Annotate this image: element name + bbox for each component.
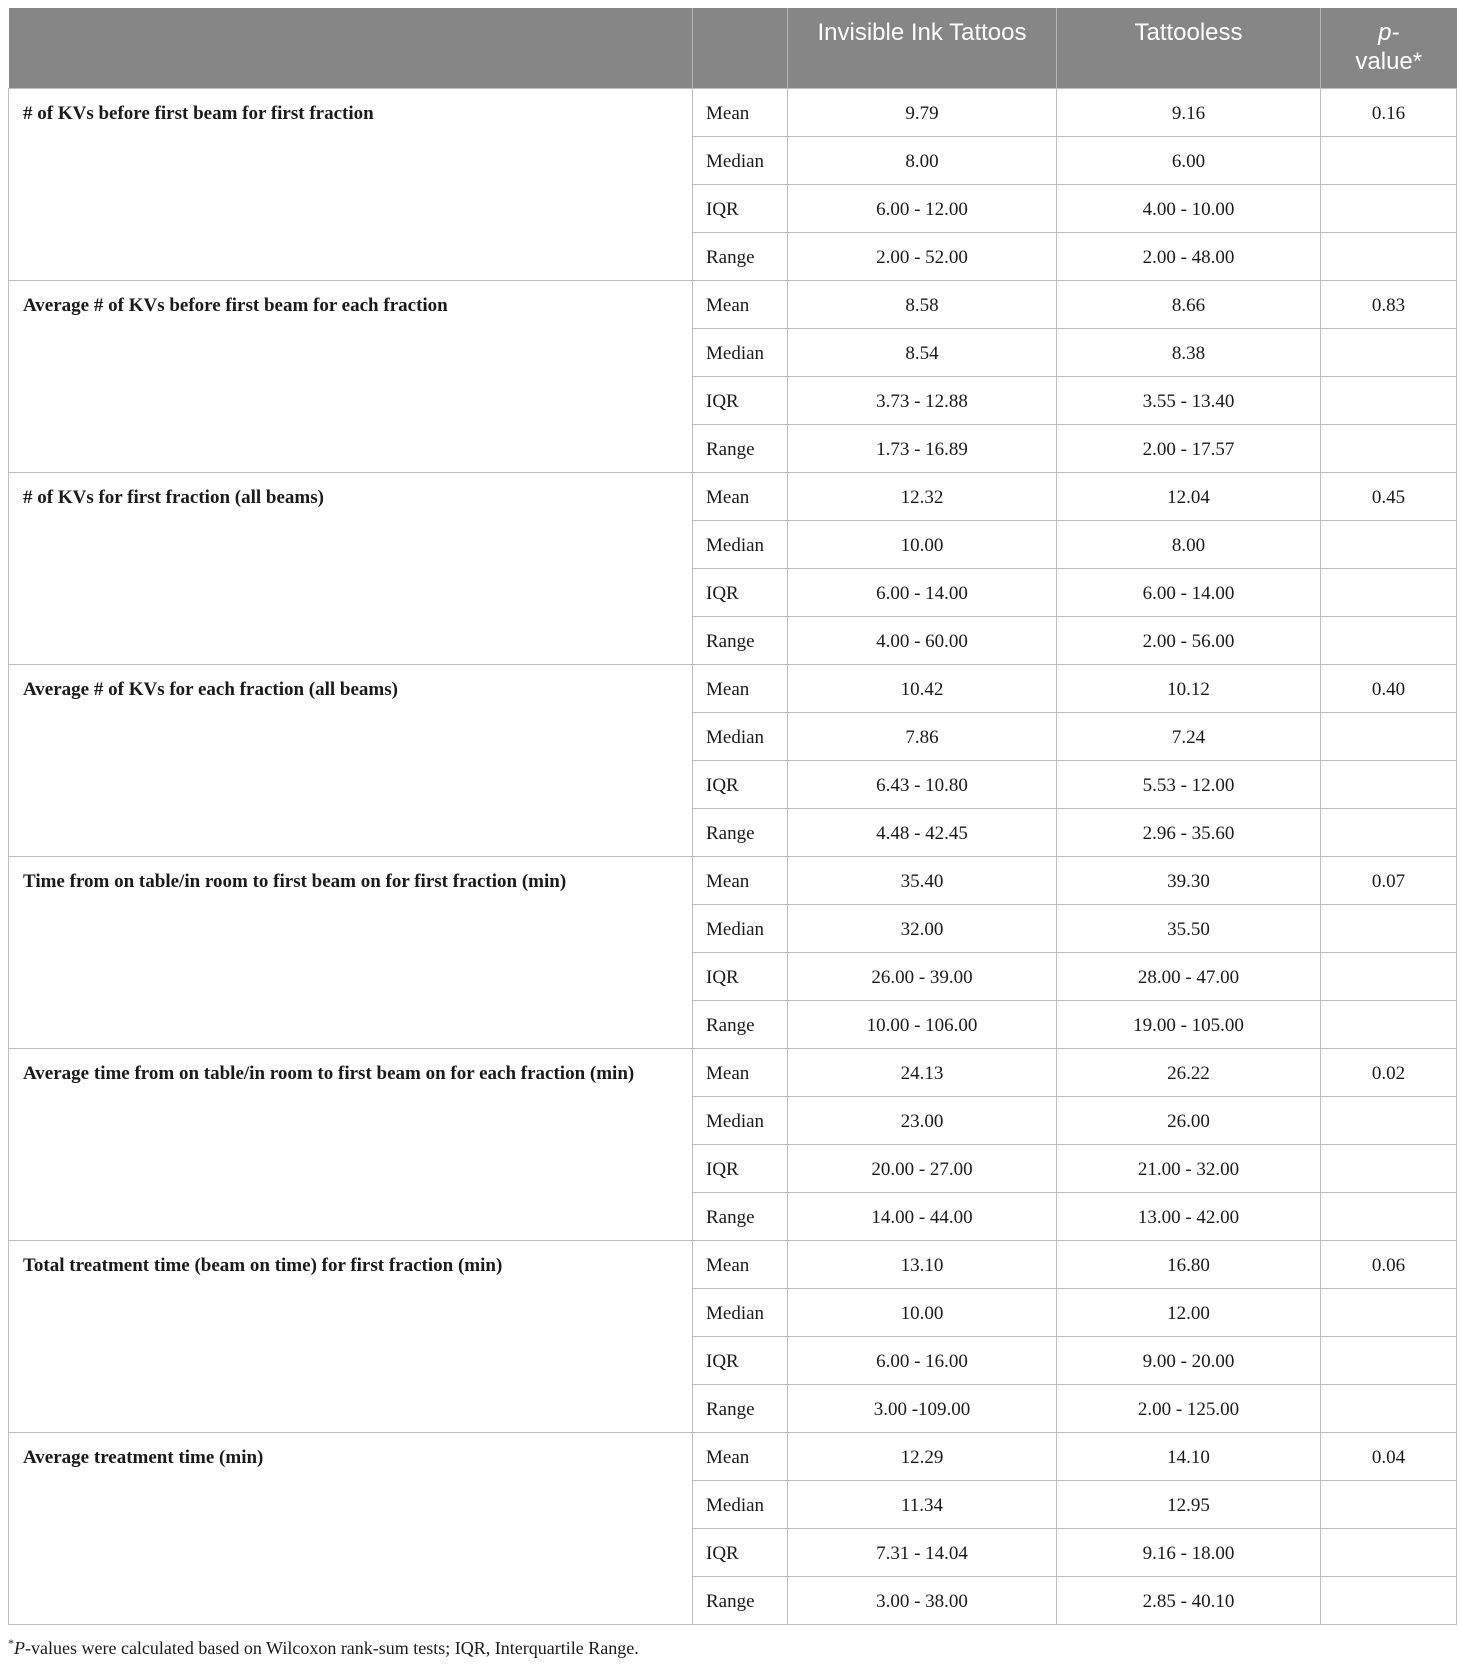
table-row <box>9 1432 1457 1480</box>
p-value <box>1321 712 1457 760</box>
tattooless-value: 2.00 - 48.00 <box>1057 232 1321 280</box>
header-invisible-ink: Invisible Ink Tattoos <box>788 8 1057 88</box>
invisible-ink-value: 14.00 - 44.00 <box>788 1192 1057 1240</box>
tattooless-value: 13.00 - 42.00 <box>1057 1192 1321 1240</box>
tattooless-value: 35.50 <box>1057 904 1321 952</box>
p-value: 0.40 <box>1321 664 1457 712</box>
header-p-suffix: value* <box>1355 48 1423 75</box>
invisible-ink-value: 12.29 <box>788 1432 1057 1480</box>
measure-label: Average time from on table/in room to first beam on for each fraction (min) <box>9 1048 693 1240</box>
tattooless-value: 26.22 <box>1057 1048 1321 1096</box>
invisible-ink-value: 6.43 - 10.80 <box>788 760 1057 808</box>
p-value <box>1321 904 1457 952</box>
invisible-ink-value: 13.10 <box>788 1240 1057 1288</box>
tattooless-value: 8.66 <box>1057 280 1321 328</box>
stat-label: IQR <box>693 568 788 616</box>
measure-label: Average treatment time (min) <box>9 1432 693 1624</box>
invisible-ink-value: 4.00 - 60.00 <box>788 616 1057 664</box>
p-value <box>1321 136 1457 184</box>
stat-label: Range <box>693 232 788 280</box>
table-row <box>9 280 1457 328</box>
stat-label: Median <box>693 136 788 184</box>
stat-label: Mean <box>693 1240 788 1288</box>
stat-label: Range <box>693 1192 788 1240</box>
tattooless-value: 2.00 - 125.00 <box>1057 1384 1321 1432</box>
table-row <box>9 664 1457 712</box>
p-value <box>1321 232 1457 280</box>
header-tattooless: Tattooless <box>1057 8 1321 88</box>
p-value <box>1321 1384 1457 1432</box>
header-row <box>9 8 1457 88</box>
invisible-ink-value: 10.42 <box>788 664 1057 712</box>
table-row <box>9 88 1457 136</box>
p-value <box>1321 760 1457 808</box>
tattooless-value: 7.24 <box>1057 712 1321 760</box>
table-footnote <box>8 1636 639 1659</box>
invisible-ink-value: 6.00 - 14.00 <box>788 568 1057 616</box>
stat-label: Median <box>693 520 788 568</box>
tattooless-value: 16.80 <box>1057 1240 1321 1288</box>
p-value: 0.16 <box>1321 88 1457 136</box>
invisible-ink-value: 9.79 <box>788 88 1057 136</box>
p-value <box>1321 184 1457 232</box>
tattooless-value: 5.53 - 12.00 <box>1057 760 1321 808</box>
stat-label: Median <box>693 1096 788 1144</box>
invisible-ink-value: 4.48 - 42.45 <box>788 808 1057 856</box>
tattooless-value: 2.00 - 17.57 <box>1057 424 1321 472</box>
invisible-ink-value: 6.00 - 12.00 <box>788 184 1057 232</box>
invisible-ink-value: 26.00 - 39.00 <box>788 952 1057 1000</box>
invisible-ink-value: 7.31 - 14.04 <box>788 1528 1057 1576</box>
stat-label: Range <box>693 1384 788 1432</box>
p-value <box>1321 1144 1457 1192</box>
p-value <box>1321 1000 1457 1048</box>
invisible-ink-value: 3.00 - 38.00 <box>788 1576 1057 1624</box>
stat-label: Range <box>693 1576 788 1624</box>
p-value: 0.83 <box>1321 280 1457 328</box>
stat-label: IQR <box>693 952 788 1000</box>
invisible-ink-value: 32.00 <box>788 904 1057 952</box>
p-value <box>1321 1576 1457 1624</box>
tattooless-value: 3.55 - 13.40 <box>1057 376 1321 424</box>
tattooless-value: 9.16 - 18.00 <box>1057 1528 1321 1576</box>
invisible-ink-value: 2.00 - 52.00 <box>788 232 1057 280</box>
tattooless-value: 2.00 - 56.00 <box>1057 616 1321 664</box>
invisible-ink-value: 24.13 <box>788 1048 1057 1096</box>
table-row <box>9 1048 1457 1096</box>
stat-label: Mean <box>693 664 788 712</box>
stat-label: IQR <box>693 184 788 232</box>
invisible-ink-value: 6.00 - 16.00 <box>788 1336 1057 1384</box>
stat-label: Median <box>693 1480 788 1528</box>
results-table <box>8 8 1457 1625</box>
p-value <box>1321 568 1457 616</box>
stat-label: Mean <box>693 856 788 904</box>
header-stat <box>693 8 788 88</box>
invisible-ink-value: 3.00 -109.00 <box>788 1384 1057 1432</box>
p-value <box>1321 616 1457 664</box>
p-value <box>1321 1528 1457 1576</box>
stat-label: IQR <box>693 1144 788 1192</box>
stat-label: Mean <box>693 472 788 520</box>
invisible-ink-value: 11.34 <box>788 1480 1057 1528</box>
p-value: 0.45 <box>1321 472 1457 520</box>
tattooless-value: 8.38 <box>1057 328 1321 376</box>
invisible-ink-value: 1.73 - 16.89 <box>788 424 1057 472</box>
stat-label: Mean <box>693 88 788 136</box>
header-measure <box>9 8 693 88</box>
p-value <box>1321 1336 1457 1384</box>
tattooless-value: 28.00 - 47.00 <box>1057 952 1321 1000</box>
tattooless-value: 8.00 <box>1057 520 1321 568</box>
invisible-ink-value: 8.00 <box>788 136 1057 184</box>
stat-label: IQR <box>693 376 788 424</box>
p-value <box>1321 328 1457 376</box>
invisible-ink-value: 12.32 <box>788 472 1057 520</box>
tattooless-value: 21.00 - 32.00 <box>1057 1144 1321 1192</box>
stat-label: Mean <box>693 280 788 328</box>
p-value <box>1321 376 1457 424</box>
stat-label: IQR <box>693 760 788 808</box>
tattooless-value: 6.00 <box>1057 136 1321 184</box>
stat-label: IQR <box>693 1336 788 1384</box>
invisible-ink-value: 10.00 <box>788 1288 1057 1336</box>
invisible-ink-value: 3.73 - 12.88 <box>788 376 1057 424</box>
invisible-ink-value: 35.40 <box>788 856 1057 904</box>
p-value <box>1321 1480 1457 1528</box>
measure-label: Average # of KVs for each fraction (all beams) <box>9 664 693 856</box>
measure-label: Time from on table/in room to first beam on for first fraction (min) <box>9 856 693 1048</box>
tattooless-value: 6.00 - 14.00 <box>1057 568 1321 616</box>
tattooless-value: 14.10 <box>1057 1432 1321 1480</box>
tattooless-value: 2.96 - 35.60 <box>1057 808 1321 856</box>
footnote-italic: P <box>14 1638 25 1658</box>
tattooless-value: 10.12 <box>1057 664 1321 712</box>
p-value <box>1321 1192 1457 1240</box>
table-header <box>9 8 1457 88</box>
stat-label: IQR <box>693 1528 788 1576</box>
measure-label: Average # of KVs before first beam for each fraction <box>9 280 693 472</box>
invisible-ink-value: 20.00 - 27.00 <box>788 1144 1057 1192</box>
footnote-mark: * <box>8 1636 14 1650</box>
p-value <box>1321 1096 1457 1144</box>
invisible-ink-value: 8.54 <box>788 328 1057 376</box>
header-p-value <box>1321 8 1457 88</box>
table-row <box>9 1240 1457 1288</box>
footnote-text: -values were calculated based on Wilcoxon rank-sum tests; IQR, Interquartile Range. <box>25 1638 639 1658</box>
tattooless-value: 9.00 - 20.00 <box>1057 1336 1321 1384</box>
measure-label: # of KVs before first beam for first fraction <box>9 88 693 280</box>
stat-label: Median <box>693 328 788 376</box>
p-value: 0.06 <box>1321 1240 1457 1288</box>
measure-label: Total treatment time (beam on time) for first fraction (min) <box>9 1240 693 1432</box>
p-value <box>1321 1288 1457 1336</box>
stat-label: Range <box>693 1000 788 1048</box>
stat-label: Range <box>693 808 788 856</box>
p-value: 0.07 <box>1321 856 1457 904</box>
tattooless-value: 19.00 - 105.00 <box>1057 1000 1321 1048</box>
p-value: 0.04 <box>1321 1432 1457 1480</box>
tattooless-value: 12.04 <box>1057 472 1321 520</box>
p-value: 0.02 <box>1321 1048 1457 1096</box>
tattooless-value: 4.00 - 10.00 <box>1057 184 1321 232</box>
stat-label: Range <box>693 616 788 664</box>
p-value <box>1321 808 1457 856</box>
stat-label: Mean <box>693 1048 788 1096</box>
table-row <box>9 856 1457 904</box>
p-value <box>1321 424 1457 472</box>
tattooless-value: 26.00 <box>1057 1096 1321 1144</box>
tattooless-value: 9.16 <box>1057 88 1321 136</box>
invisible-ink-value: 23.00 <box>788 1096 1057 1144</box>
stat-label: Median <box>693 712 788 760</box>
p-value <box>1321 520 1457 568</box>
invisible-ink-value: 8.58 <box>788 280 1057 328</box>
tattooless-value: 12.95 <box>1057 1480 1321 1528</box>
stat-label: Mean <box>693 1432 788 1480</box>
measure-label: # of KVs for first fraction (all beams) <box>9 472 693 664</box>
invisible-ink-value: 10.00 <box>788 520 1057 568</box>
invisible-ink-value: 10.00 - 106.00 <box>788 1000 1057 1048</box>
stat-label: Range <box>693 424 788 472</box>
p-value <box>1321 952 1457 1000</box>
invisible-ink-value: 7.86 <box>788 712 1057 760</box>
stat-label: Median <box>693 904 788 952</box>
header-p-prefix: p- <box>1378 19 1400 46</box>
stat-label: Median <box>693 1288 788 1336</box>
table-body <box>9 88 1457 1624</box>
tattooless-value: 12.00 <box>1057 1288 1321 1336</box>
table-row <box>9 472 1457 520</box>
tattooless-value: 2.85 - 40.10 <box>1057 1576 1321 1624</box>
tattooless-value: 39.30 <box>1057 856 1321 904</box>
